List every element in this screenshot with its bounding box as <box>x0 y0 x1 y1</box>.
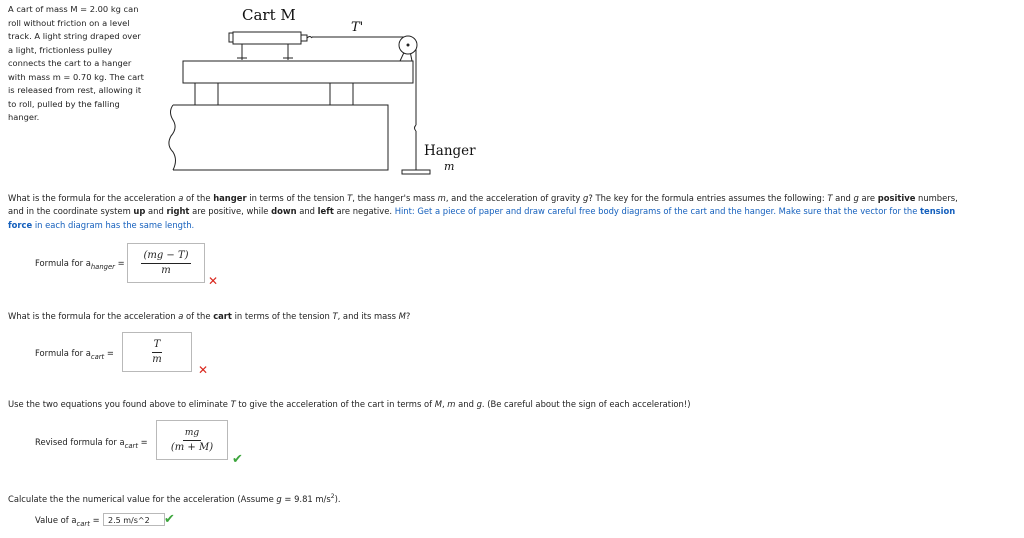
intro-line: roll without friction on a level <box>8 17 130 28</box>
intro-line: hanger. <box>8 112 40 122</box>
numeric-answer-field[interactable]: 2.5 m/s^2 <box>103 513 165 526</box>
tension-label: T' <box>351 20 364 35</box>
check-mark-icon: ✔ <box>164 512 175 527</box>
intro-line: A cart of mass M = 2.00 kg can <box>8 4 139 14</box>
question-3-text: Use the two equations you found above to eliminate T to give the acceleration of the cart in terms of M, m and g. (Be careful about the sign of each acceleration!) <box>8 399 691 409</box>
question-2-text: What is the formula for the acceleration a of the cart in terms of the tension T, and its mass M? <box>8 311 411 321</box>
x-mark-icon: ✕ <box>208 274 219 288</box>
formula-label-cart: Formula for $a_{cart}$ = <box>35 348 114 361</box>
intro-line: to roll, pulled by the falling <box>8 98 120 109</box>
table-legs <box>195 83 353 105</box>
answer-box-hanger[interactable]: $\frac{(mg - T)}{m}$ <box>127 243 205 283</box>
table-top <box>183 61 413 83</box>
intro-line: is released from rest, allowing it <box>8 85 142 95</box>
formula-label-revised: Revised formula for $a_{cart}$ = <box>35 437 148 450</box>
intro-line: connects the cart to a hanger <box>8 58 132 68</box>
intro-line: with mass m = 0.70 kg. The cart <box>8 71 144 82</box>
intro-line: track. A light string draped over <box>8 31 141 41</box>
formula-label-hanger: Formula for $a_{hanger}$ = <box>35 258 125 271</box>
problem-statement <box>8 3 158 125</box>
intro-line: a light, frictionless pulley <box>8 44 113 55</box>
hanger-mass-label: m <box>444 160 455 173</box>
question-4-text: Calculate the the numerical value for the acceleration (Assume g = 9.81 $m/s^2$). <box>8 493 341 504</box>
table-base <box>169 105 388 170</box>
question-1-text: What is the formula for the acceleration a of the hanger in terms of the tension T, the hanger's mass m, and the acceleration of gravity g? The key for the formula entries assumes the following: T and g are positive numbers, and in the coordinate system up and right are positive, while down and left are negative. Hint: Get a piece of paper and draw careful free body diagrams of the cart and the hanger. Make sure that the vector for the tension force in each diagram has the same length. <box>8 193 958 230</box>
cart <box>229 32 307 60</box>
check-mark-icon: ✔ <box>232 452 243 467</box>
x-mark-icon: ✕ <box>198 363 209 377</box>
hint-text: Hint: Get a piece of paper and draw careful free body diagrams of the cart and the hanger. Make sure that the vector for the <box>394 206 921 217</box>
answer-box-revised[interactable]: $\frac{mg}{(m + M)}$ <box>156 420 228 460</box>
pulley <box>399 36 417 61</box>
cart-label: Cart M <box>242 6 296 24</box>
cart-pulley-diagram <box>160 0 490 182</box>
answer-box-cart[interactable]: $\frac{T}{m}$ <box>122 332 192 372</box>
hanger-label: Hanger <box>424 143 476 159</box>
value-label: Value of $a_{cart}$ = <box>35 515 100 528</box>
